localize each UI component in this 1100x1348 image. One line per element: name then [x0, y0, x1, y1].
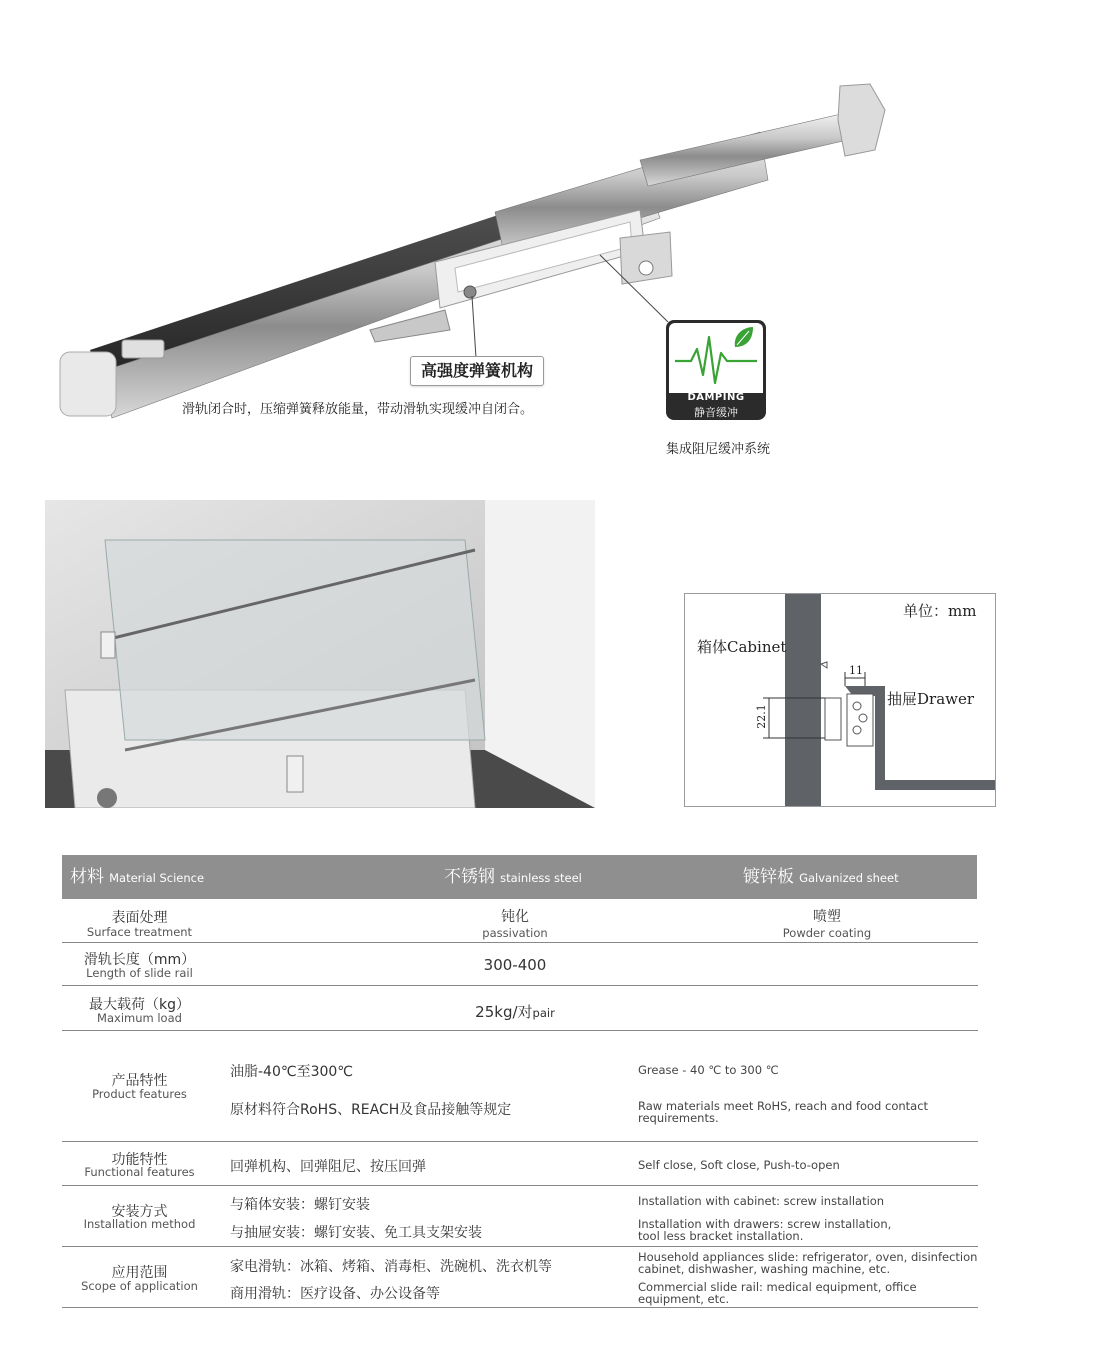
drawer-label: 抽屉Drawer — [887, 690, 975, 708]
spring-caption: 滑轨闭合时，压缩弹簧释放能量，带动滑轨实现缓冲自闭合。 — [182, 402, 534, 417]
row-scope — [62, 1247, 978, 1307]
product-features-label-en: Product features — [92, 1087, 187, 1101]
spec-table-header — [62, 855, 977, 899]
cabinet-label: 箱体Cabinet — [697, 638, 787, 656]
scope-label-cn: 应用范围 — [111, 1265, 168, 1281]
installation-label-en: Installation method — [83, 1217, 196, 1231]
scope-label-en: Scope of application — [81, 1279, 198, 1293]
header-material: 材料 Material Science — [70, 867, 205, 887]
length-label-en: Length of slide rail — [86, 966, 193, 980]
scope-commercial-en: Commercial slide rail: medical equipment, office equipment, etc. — [638, 1280, 917, 1306]
load-label-cn: 最大载荷（kg） — [89, 997, 190, 1013]
header-galvanized-sheet: 镀锌板 Galvanized sheet — [743, 867, 899, 887]
scope-household-en: Household appliances slide: refrigerator, oven, disinfection cabinet, dishwasher, washing machine, etc. — [638, 1250, 978, 1276]
row-functional-features — [62, 1142, 978, 1184]
badge-title-cn: 静音缓冲 — [694, 406, 738, 419]
scope-commercial-cn: 商用滑轨：医疗设备、办公设备等 — [230, 1286, 440, 1302]
surface-galvanized: 喷塑 Powder coating — [782, 909, 872, 940]
header-stainless-steel: 不锈钢 stainless steel — [444, 867, 582, 887]
product-features-label-cn: 产品特性 — [111, 1073, 168, 1089]
drawer-installation-photo — [45, 500, 595, 808]
functional-label-en: Functional features — [84, 1165, 195, 1179]
surface-label-cn: 表面处理 — [111, 910, 168, 926]
row-product-features — [62, 1031, 978, 1141]
functional-en: Self close, Soft close, Push-to-open — [638, 1158, 840, 1172]
feature-rohs-en: Raw materials meet RoHS, reach and food contact requirements. — [638, 1099, 929, 1125]
load-value: 25kg/对pair — [475, 1003, 555, 1021]
surface-stainless: 钝化 passivation — [482, 909, 548, 940]
length-label-cn: 滑轨长度（mm） — [83, 952, 196, 968]
spring-mechanism-callout: 高强度弹簧机构 — [410, 356, 544, 386]
badge-title-en: DAMPING — [687, 392, 745, 403]
scope-household-cn: 家电滑轨：冰箱、烤箱、消毒柜、洗碗机、洗衣机等 — [230, 1259, 552, 1275]
divider — [62, 1307, 978, 1308]
feature-grease-en: Grease - 40 ℃ to 300 ℃ — [638, 1063, 779, 1077]
row-max-load — [62, 993, 978, 1029]
functional-cn: 回弹机构、回弹阻尼、按压回弹 — [230, 1159, 426, 1175]
unit-label: 单位：mm — [903, 602, 977, 620]
heartbeat-leaf-icon — [669, 323, 763, 393]
installation-drawer-cn: 与抽屉安装：螺钉安装、免工具支架安装 — [230, 1225, 482, 1241]
damping-caption: 集成阻尼缓冲系统 — [666, 442, 771, 457]
dimension-diagram — [684, 593, 996, 807]
row-surface-treatment — [62, 906, 978, 942]
divider — [62, 942, 978, 943]
surface-label-en: Surface treatment — [86, 925, 193, 939]
load-label-en: Maximum load — [97, 1011, 182, 1025]
functional-label-cn: 功能特性 — [111, 1152, 168, 1168]
divider — [62, 985, 978, 986]
gap-dimension: 11 — [849, 664, 863, 677]
height-dimension: 22.1 — [754, 704, 768, 729]
installation-cabinet-en: Installation with cabinet: screw installation — [638, 1194, 885, 1208]
feature-grease-cn: 油脂-40℃至300℃ — [230, 1064, 354, 1080]
installation-cabinet-cn: 与箱体安装：螺钉安装 — [230, 1197, 370, 1213]
row-installation — [62, 1186, 978, 1246]
length-value: 300-400 — [483, 956, 547, 974]
installation-label-cn: 安装方式 — [111, 1204, 168, 1220]
feature-rohs-cn: 原材料符合RoHS、REACH及食品接触等规定 — [230, 1102, 512, 1118]
installation-drawer-en: Installation with drawers: screw installation, tool less bracket installation. — [638, 1217, 892, 1243]
damping-badge — [666, 320, 766, 420]
row-slide-length — [62, 948, 978, 984]
slide-rail-illustration — [0, 0, 1100, 480]
